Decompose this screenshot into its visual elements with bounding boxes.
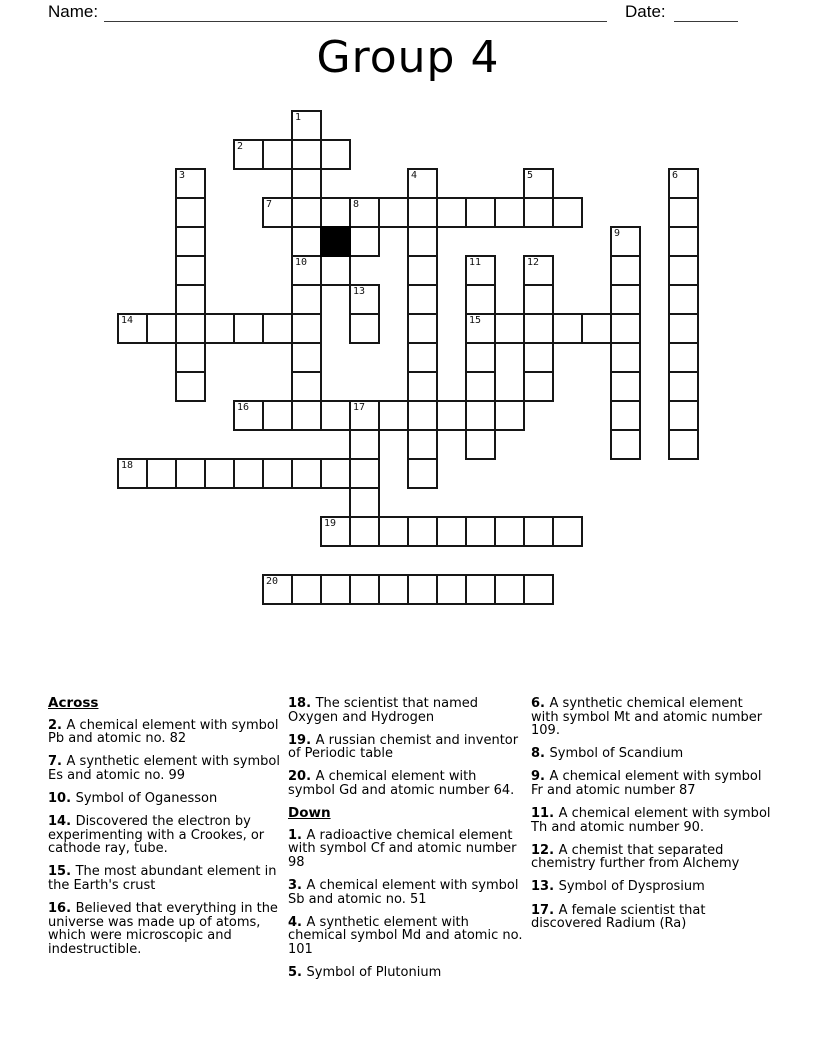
grid-cell[interactable] <box>407 516 438 547</box>
grid-cell[interactable] <box>291 458 322 489</box>
grid-cell[interactable] <box>668 342 699 373</box>
grid-cell[interactable] <box>552 313 583 344</box>
clue-item <box>531 880 771 894</box>
grid-cell[interactable] <box>407 574 438 605</box>
grid-cell[interactable] <box>378 197 409 228</box>
clue-number: 7. <box>48 754 67 770</box>
clue-number: 2. <box>48 717 67 733</box>
grid-cell[interactable] <box>407 400 438 431</box>
clue-number: 17. <box>531 902 559 918</box>
cell-number: 4 <box>411 170 418 181</box>
grid-cell[interactable] <box>320 458 351 489</box>
grid-cell[interactable] <box>465 197 496 228</box>
grid-cell[interactable] <box>610 255 641 286</box>
clue-number: 19. <box>288 732 316 748</box>
clue-text: A chemical element with symbol Gd and atomic number 64. <box>288 769 515 798</box>
clue-number: 13. <box>531 879 559 895</box>
grid-cell[interactable] <box>436 574 467 605</box>
grid-cell[interactable] <box>233 313 264 344</box>
clue-item <box>48 719 285 746</box>
clue-item <box>288 966 526 980</box>
clue-item <box>288 734 526 761</box>
grid-cell[interactable] <box>291 255 322 286</box>
clue-item <box>288 697 526 724</box>
grid-cell[interactable] <box>349 226 380 257</box>
grid-cell[interactable] <box>262 197 293 228</box>
grid-cell[interactable] <box>523 313 554 344</box>
clue-item <box>288 916 526 957</box>
grid-cell[interactable] <box>610 226 641 257</box>
grid-cell[interactable] <box>465 342 496 373</box>
grid-cell[interactable] <box>494 574 525 605</box>
grid-cell[interactable] <box>233 400 264 431</box>
clue-item <box>531 770 771 797</box>
grid-cell[interactable] <box>610 429 641 460</box>
clue-text: A synthetic element with chemical symbol Md and atomic no. 101 <box>288 914 523 957</box>
grid-cell[interactable] <box>407 313 438 344</box>
grid-cell[interactable] <box>523 574 554 605</box>
clue-text: Symbol of Plutonium <box>306 964 442 980</box>
grid-cell[interactable] <box>494 313 525 344</box>
grid-cell[interactable] <box>610 313 641 344</box>
grid-cell[interactable] <box>552 197 583 228</box>
cell-number: 3 <box>179 170 186 181</box>
grid-cell[interactable] <box>465 371 496 402</box>
grid-cell[interactable] <box>291 139 322 170</box>
grid-cell[interactable] <box>668 313 699 344</box>
cell-number: 19 <box>324 518 337 529</box>
grid-cell[interactable] <box>320 197 351 228</box>
clue-number: 6. <box>531 696 550 711</box>
grid-cell[interactable] <box>349 458 380 489</box>
clue-column-right <box>531 697 771 940</box>
grid-cell[interactable] <box>378 516 409 547</box>
grid-cell[interactable] <box>349 487 380 518</box>
grid-cell[interactable] <box>175 226 206 257</box>
clue-item <box>288 829 526 870</box>
grid-cell[interactable] <box>349 400 380 431</box>
grid-cell[interactable] <box>233 458 264 489</box>
cell-number: 10 <box>295 257 308 268</box>
grid-cell-black <box>320 226 351 257</box>
clue-text: A synthetic element with symbol Es and atomic no. 99 <box>48 754 280 783</box>
clue-number: 16. <box>48 901 76 917</box>
grid-cell[interactable] <box>175 197 206 228</box>
cell-number: 9 <box>614 228 621 239</box>
cell-number: 8 <box>353 199 360 210</box>
clue-item <box>48 865 285 892</box>
clue-number: 8. <box>531 746 550 762</box>
grid-cell[interactable] <box>291 342 322 373</box>
cell-number: 6 <box>672 170 679 181</box>
grid-cell[interactable] <box>407 255 438 286</box>
grid-cell[interactable] <box>581 313 612 344</box>
clue-text: A russian chemist and inventor of Periodic table <box>288 732 519 762</box>
clue-number: 11. <box>531 806 559 822</box>
cell-number: 12 <box>527 257 540 268</box>
grid-cell[interactable] <box>291 313 322 344</box>
clue-item <box>48 792 285 806</box>
clue-number: 12. <box>531 842 559 858</box>
grid-cell[interactable] <box>291 168 322 199</box>
grid-cell[interactable] <box>465 284 496 315</box>
grid-cell[interactable] <box>407 342 438 373</box>
cell-number: 18 <box>121 460 134 471</box>
grid-cell[interactable] <box>668 284 699 315</box>
grid-cell[interactable] <box>668 371 699 402</box>
grid-cell[interactable] <box>523 371 554 402</box>
grid-cell[interactable] <box>349 574 380 605</box>
grid-cell[interactable] <box>175 255 206 286</box>
grid-cell[interactable] <box>523 197 554 228</box>
grid-cell[interactable] <box>668 168 699 199</box>
grid-cell[interactable] <box>465 516 496 547</box>
clue-item <box>531 844 771 871</box>
clue-number: 15. <box>48 864 76 880</box>
clue-section-header: Down <box>288 805 331 822</box>
grid-cell[interactable] <box>175 342 206 373</box>
cell-number: 11 <box>469 257 482 268</box>
grid-cell[interactable] <box>523 168 554 199</box>
grid-cell[interactable] <box>262 458 293 489</box>
clue-item <box>48 902 285 956</box>
clue-text: A chemist that separated chemistry further from Alchemy <box>531 842 740 872</box>
grid-cell[interactable] <box>610 284 641 315</box>
date-label: Date: <box>625 2 666 21</box>
grid-cell[interactable] <box>291 284 322 315</box>
grid-cell[interactable] <box>320 139 351 170</box>
grid-cell[interactable] <box>320 516 351 547</box>
clue-text: A chemical element with symbol Sb and atomic no. 51 <box>288 877 519 907</box>
clue-text: The most abundant element in the Earth's crust <box>48 864 277 893</box>
grid-cell[interactable] <box>407 168 438 199</box>
grid-cell[interactable] <box>175 168 206 199</box>
grid-cell[interactable] <box>291 371 322 402</box>
grid-cell[interactable] <box>262 574 293 605</box>
clue-number: 9. <box>531 769 550 785</box>
clue-item <box>531 747 771 761</box>
grid-cell[interactable] <box>349 284 380 315</box>
grid-cell[interactable] <box>465 574 496 605</box>
cell-number: 7 <box>266 199 273 210</box>
grid-cell[interactable] <box>494 400 525 431</box>
puzzle-title: Group 4 <box>316 32 500 83</box>
clue-number: 5. <box>288 964 307 980</box>
cell-number: 15 <box>469 315 482 326</box>
grid-cell[interactable] <box>175 371 206 402</box>
grid-cell[interactable] <box>291 400 322 431</box>
grid-cell[interactable] <box>523 516 554 547</box>
grid-cell[interactable] <box>407 371 438 402</box>
grid-cell[interactable] <box>610 342 641 373</box>
grid-cell[interactable] <box>494 197 525 228</box>
cell-number: 5 <box>527 170 534 181</box>
clue-column-left <box>48 697 285 966</box>
cell-number: 14 <box>121 315 134 326</box>
grid-cell[interactable] <box>117 313 148 344</box>
grid-cell[interactable] <box>523 342 554 373</box>
grid-cell[interactable] <box>523 255 554 286</box>
grid-cell[interactable] <box>349 516 380 547</box>
cell-number: 20 <box>266 576 279 587</box>
grid-cell[interactable] <box>291 197 322 228</box>
clue-number: 3. <box>288 877 307 893</box>
grid-cell[interactable] <box>407 458 438 489</box>
clue-number: 20. <box>288 769 316 785</box>
clue-item <box>531 904 771 931</box>
clue-number: 10. <box>48 790 76 806</box>
clue-text: Symbol of Oganesson <box>75 790 218 806</box>
grid-cell[interactable] <box>204 313 235 344</box>
cell-number: 17 <box>353 402 366 413</box>
clue-text: A radioactive chemical element with symbol Cf and atomic number 98 <box>288 827 517 870</box>
grid-cell[interactable] <box>146 313 177 344</box>
grid-cell[interactable] <box>378 400 409 431</box>
grid-cell[interactable] <box>146 458 177 489</box>
clue-text: Symbol of Scandium <box>549 746 684 762</box>
clue-item <box>531 697 771 738</box>
grid-cell[interactable] <box>436 197 467 228</box>
clue-text: The scientist that named Oxygen and Hydrogen <box>288 696 479 725</box>
cell-number: 13 <box>353 286 366 297</box>
clue-column-middle <box>288 697 526 989</box>
grid-cell[interactable] <box>291 226 322 257</box>
grid-cell[interactable] <box>668 400 699 431</box>
grid-cell[interactable] <box>552 516 583 547</box>
grid-cell[interactable] <box>494 516 525 547</box>
cell-number: 2 <box>237 141 244 152</box>
clue-text: A chemical element with symbol Th and atomic number 90. <box>531 806 771 835</box>
grid-cell[interactable] <box>175 458 206 489</box>
grid-cell[interactable] <box>117 458 148 489</box>
grid-cell[interactable] <box>233 139 264 170</box>
grid-cell[interactable] <box>320 400 351 431</box>
grid-cell[interactable] <box>291 574 322 605</box>
clue-text: A chemical element with symbol Fr and atomic number 87 <box>531 769 762 798</box>
clue-text: A synthetic chemical element with symbol Mt and atomic number 109. <box>531 696 763 739</box>
grid-cell[interactable] <box>407 197 438 228</box>
grid-cell[interactable] <box>668 255 699 286</box>
grid-cell[interactable] <box>175 313 206 344</box>
grid-cell[interactable] <box>668 197 699 228</box>
grid-cell[interactable] <box>349 313 380 344</box>
grid-cell[interactable] <box>349 429 380 460</box>
clue-item <box>48 755 285 782</box>
grid-cell[interactable] <box>291 110 322 141</box>
clue-item <box>288 879 526 906</box>
grid-cell[interactable] <box>407 429 438 460</box>
grid-cell[interactable] <box>349 197 380 228</box>
grid-cell[interactable] <box>668 429 699 460</box>
grid-cell[interactable] <box>610 400 641 431</box>
grid-cell[interactable] <box>320 255 351 286</box>
grid-cell[interactable] <box>320 574 351 605</box>
grid-cell[interactable] <box>465 429 496 460</box>
cell-number: 1 <box>295 112 302 123</box>
clue-text: Believed that everything in the universe was made up of atoms, which were microscopic and indestructible. <box>48 901 278 957</box>
grid-cell[interactable] <box>262 313 293 344</box>
grid-cell[interactable] <box>407 226 438 257</box>
clue-text: A chemical element with symbol Pb and atomic no. 82 <box>48 717 279 747</box>
cell-number: 16 <box>237 402 250 413</box>
grid-cell[interactable] <box>407 284 438 315</box>
clue-item <box>531 807 771 834</box>
clue-number: 14. <box>48 814 76 830</box>
grid-cell[interactable] <box>436 400 467 431</box>
clue-text: A female scientist that discovered Radium (Ra) <box>531 902 706 932</box>
clue-number: 18. <box>288 696 316 711</box>
grid-cell[interactable] <box>378 574 409 605</box>
grid-cell[interactable] <box>204 458 235 489</box>
grid-cell[interactable] <box>262 400 293 431</box>
clue-text: Symbol of Dysprosium <box>558 879 705 895</box>
grid-cell[interactable] <box>610 371 641 402</box>
clue-number: 1. <box>288 827 307 843</box>
clue-item <box>48 815 285 856</box>
clue-item <box>288 770 526 797</box>
grid-cell[interactable] <box>436 516 467 547</box>
grid-cell[interactable] <box>523 284 554 315</box>
clue-section-header: Across <box>48 695 99 711</box>
clue-text: Discovered the electron by experimenting with a Crookes, or cathode ray, tube. <box>48 814 265 857</box>
grid-cell[interactable] <box>668 226 699 257</box>
grid-cell[interactable] <box>465 313 496 344</box>
grid-cell[interactable] <box>465 400 496 431</box>
grid-cell[interactable] <box>465 255 496 286</box>
grid-cell[interactable] <box>175 284 206 315</box>
grid-cell[interactable] <box>262 139 293 170</box>
clue-number: 4. <box>288 914 307 930</box>
name-label: Name: <box>48 2 99 21</box>
